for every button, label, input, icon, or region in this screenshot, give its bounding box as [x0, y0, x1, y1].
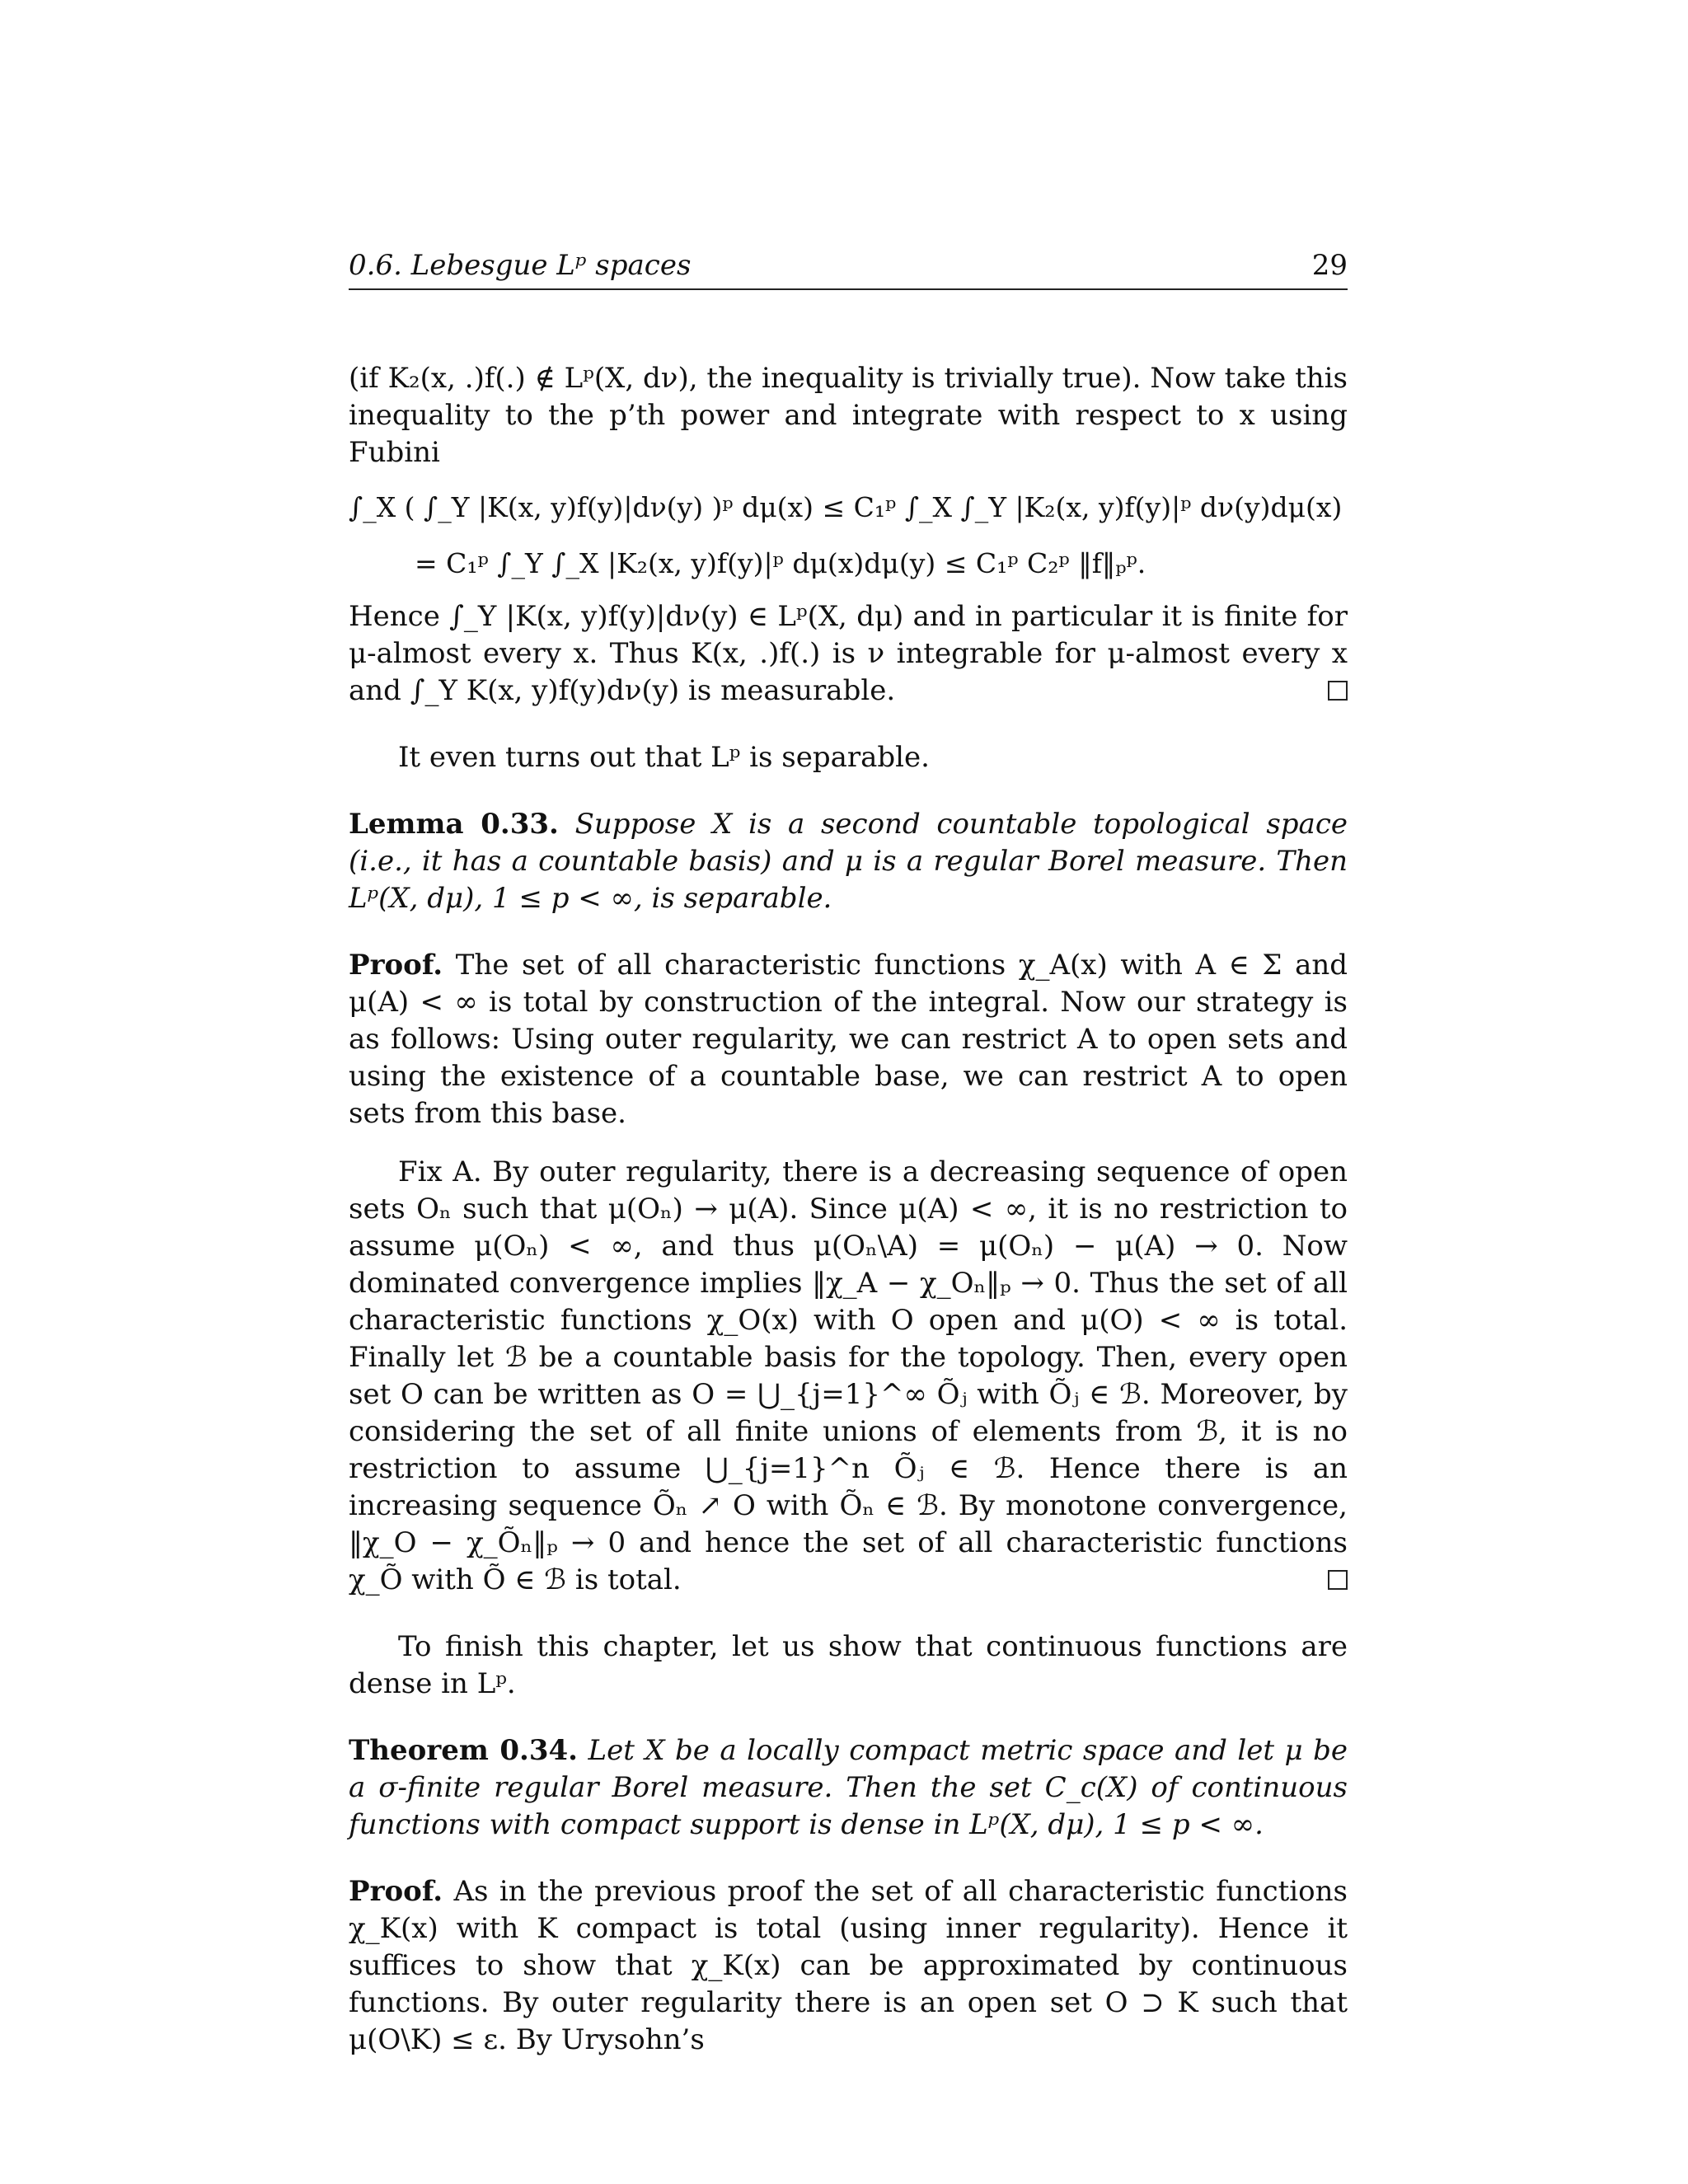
lemma-head: Lemma 0.33. [349, 808, 559, 841]
paragraph-separable: It even turns out that Lᵖ is separable. [398, 741, 930, 774]
proof-1-text-2: Fix A. By outer regularity, there is a decreasing sequence of open sets Oₙ such that μ(Oₙ) → μ(A). Since μ(A) < ∞, it is no restriction to assume μ(Oₙ) < ∞, and thus μ(Oₙ\A) = μ(Oₙ) − μ(A) → 0. Now dominated convergence implies ‖χ_A − χ_Oₙ‖ₚ → 0. Thus the set of all characteristic functions χ_O(x) with O open and μ(O) < ∞ is total. Finally let ℬ be a countable basis for the topology. Then, every open set O can be written as O = ⋃_{j=1}^∞ Õⱼ with Õⱼ ∈ ℬ. Moreover, by considering the set of all finite unions of elements from ℬ, it is no restriction to assume ⋃_{j=1}^n Õⱼ ∈ ℬ. Hence there is an increasing sequence Õₙ ↗ O with Õₙ ∈ ℬ. By monotone convergence, ‖χ_O − χ_Õₙ‖ₚ → 0 and hence the set of all characteristic functions χ_Õ with Õ ∈ ℬ is total. [349, 1155, 1348, 1596]
theorem-head: Theorem 0.34. [349, 1734, 579, 1767]
proof-2-text-1: As in the previous proof the set of all characteristic functions χ_K(x) with K compact is total (using inner regularity). Hence it suffices to show that χ_K(x) can be approximated by continuous functions. By outer regularity there is an open set O ⊃ K such that μ(O\K) ≤ ε. By Urysohn’s [349, 1875, 1348, 2056]
page-content [349, 360, 1348, 2059]
paragraph-hence [349, 598, 1348, 710]
proof-1-text-1: The set of all characteristic functions χ_A(x) with A ∈ Σ and μ(A) < ∞ is total by construction of the integral. Now our strategy is as follows: Using outer regularity, we can restrict A to open sets and using the existence of a countable base, we can restrict A to open sets from this base. [349, 949, 1348, 1130]
proof-1-paragraph-1 [349, 947, 1348, 1132]
equation-2: = C₁ᵖ ∫_Y ∫_X |K₂(x, y)f(y)|ᵖ dμ(x)dμ(y) ≤ C₁ᵖ C₂ᵖ ‖f‖ₚᵖ. [415, 547, 1146, 579]
proof-1-paragraph-2 [349, 1154, 1348, 1599]
qed-square-icon [1328, 681, 1348, 701]
lemma-0-33 [349, 806, 1348, 917]
paragraph-hence-text: Hence ∫_Y |K(x, y)f(y)|dν(y) ∈ Lᵖ(X, dμ) and in particular it is finite for μ-almost every x. Thus K(x, .)f(.) is ν integrable for μ-almost every x and ∫_Y K(x, y)f(y)dν(y) is measurable. [349, 600, 1348, 707]
page [349, 247, 1348, 2059]
paragraph-finish-chapter: To finish this chapter, let us show that continuous functions are dense in Lᵖ. [349, 1630, 1348, 1700]
proof-2-head: Proof. [349, 1875, 443, 1908]
equation-1: ∫_X ( ∫_Y |K(x, y)f(y)|dν(y) )ᵖ dμ(x) ≤ C₁ᵖ ∫_X ∫_Y |K₂(x, y)f(y)|ᵖ dν(y)dμ(x) [349, 491, 1343, 523]
qed-square-icon [1328, 1570, 1348, 1590]
proof-1-head: Proof. [349, 949, 443, 982]
page-number: 29 [1311, 249, 1348, 282]
running-head [349, 247, 1348, 290]
paragraph-fubini: (if K₂(x, .)f(.) ∉ Lᵖ(X, dν), the inequality is trivially true). Now take this inequality to the p’th power and integrate with respect to x using Fubini [349, 362, 1348, 469]
section-title: 0.6. Lebesgue Lᵖ spaces [349, 249, 692, 282]
theorem-0-34 [349, 1732, 1348, 1844]
proof-2-paragraph-1 [349, 1873, 1348, 2059]
theorem-body: Let X be a locally compact metric space and let μ be a σ-finite regular Borel measure. Then the set C_c(X) of continuous functions with compact support is dense in Lᵖ(X, dμ), 1 ≤ p < ∞. [349, 1734, 1348, 1841]
lemma-body: Suppose X is a second countable topological space (i.e., it has a countable basis) and μ is a regular Borel measure. Then Lᵖ(X, dμ), 1 ≤ p < ∞, is separable. [349, 808, 1348, 915]
